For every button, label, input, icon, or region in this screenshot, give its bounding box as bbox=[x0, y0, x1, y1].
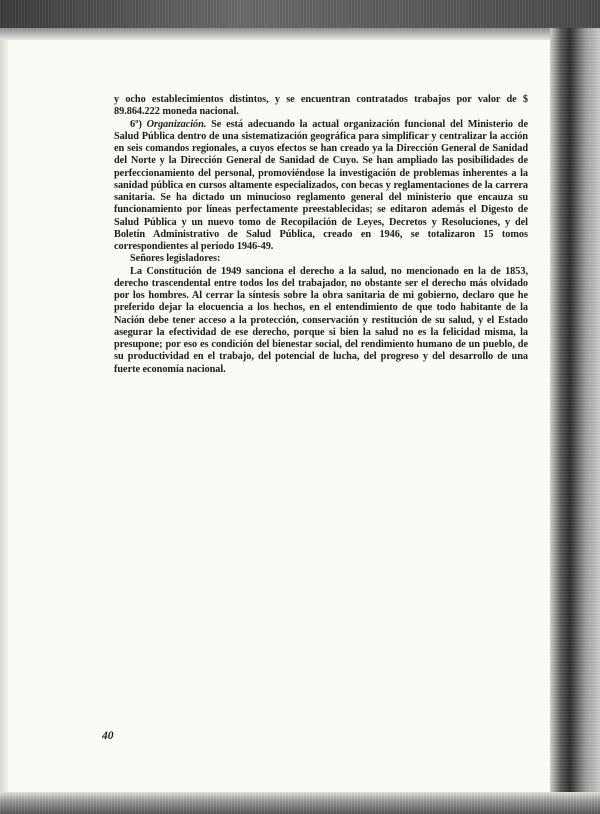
scan-border-bottom bbox=[0, 792, 600, 814]
page-body bbox=[114, 94, 528, 376]
scan-border-right bbox=[550, 28, 600, 814]
scan-border-left bbox=[0, 40, 8, 792]
paragraph-continuation: y ocho establecimientos distintos, y se encuentran contratados trabajos por valor de $ 89.864.222 moneda nacional. bbox=[114, 94, 528, 118]
section-text: Se está adecuando la actual organización funcional del Ministerio de Salud Pública dentro de una sistematización geográfica para simplificar y centralizar la acción en seis comandos regionales, a cuyos efectos se han creado ya la Dirección General de Sanidad del Norte y la Dirección General de Sanidad de Cuyo. Se han ampliado las posibilidades de perfeccionamiento del personal, promoviéndose la investigación de problemas inherentes a la sanidad pública en cursos altamente especializados, con becas y reglamentaciones de la carrera sanitaria. Se ha dictado un minucioso reglamento general del ministerio que encauza su funcionamiento por líneas perfectamente preestablecidas; se editaron además el Digesto de Salud Pública y un nuevo tomo de Recopilación de Leyes, Decretos y Resoluciones, y del Boletín Administrativo de Salud Pública, creado en 1946, se totalizaron 15 tomos correspondientes al período 1946-49. bbox=[114, 118, 528, 252]
scan-border-top bbox=[0, 0, 600, 40]
section-number: 6º) bbox=[130, 118, 142, 130]
salutation: Señores legisladores: bbox=[130, 253, 221, 265]
page-number: 40 bbox=[102, 730, 114, 742]
section-heading: Organización. bbox=[146, 118, 207, 130]
paragraph-constitucion: La Constitución de 1949 sanciona el derecho a la salud, no mencionado en la de 1853, derecho trascendental entre todos los del trabajador, no obstante ser el derecho más olvidado por los hombres. Al cerrar la síntesis sobre la obra sanitaria de mi gobierno, declaro que he preferido dejar la elocuencia a los hechos, en el entendimiento de que todo habitante de la Nación debe tener acceso a la protección, conservación y restitución de su salud, y el Estado asegurar la efectividad de ese derecho, porque si bien la salud no es la felicidad misma, la presupone; por eso es condición del bienestar social, del rendimiento humano de un pueblo, de su productividad en el trabajo, del potencial de lucha, del progreso y del desarrollo de una fuerte economía nacional. bbox=[114, 265, 528, 375]
paragraph-organizacion bbox=[114, 119, 528, 254]
